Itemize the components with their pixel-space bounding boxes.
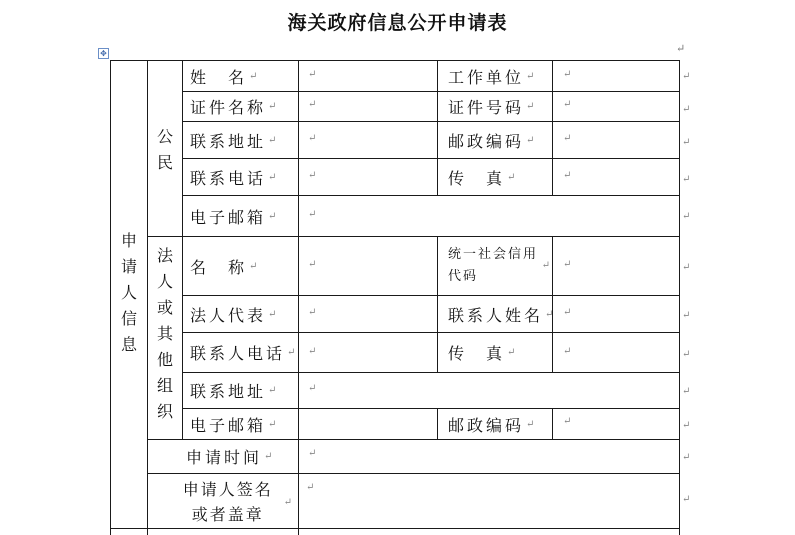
legal-contact-phone-label: 联系人电话 ↵ — [190, 344, 296, 363]
row-end-mark: ↵ — [682, 174, 691, 185]
legal-contact-phone-value[interactable]: ↵ — [308, 346, 317, 357]
paragraph-mark: ↵ — [268, 418, 277, 430]
legal-address-value[interactable]: ↵ — [308, 383, 317, 394]
citizen-email-value[interactable]: ↵ — [308, 209, 317, 220]
row-end-mark: ↵ — [682, 104, 691, 115]
legal-contact-name-label: 联系人姓名 ↵ — [448, 305, 554, 325]
citizen-email-label: 电子邮箱 ↵ — [190, 207, 277, 227]
paragraph-mark: ↵ — [268, 101, 277, 112]
citizen-label: 公民 — [156, 127, 173, 172]
citizen-id-type-value[interactable]: ↵ — [308, 99, 317, 110]
paragraph-mark: ↵ — [541, 260, 550, 271]
citizen-phone-value[interactable]: ↵ — [308, 170, 317, 181]
paragraph-mark: ↵ — [526, 101, 535, 112]
grid-line — [147, 60, 148, 535]
citizen-fax-value[interactable]: ↵ — [563, 170, 572, 181]
paragraph-mark: ↵ — [268, 308, 277, 320]
legal-fax-label: 传 真 ↵ — [448, 344, 516, 363]
grid-line — [552, 60, 553, 195]
legal-entity-label: 法人或其他组织 — [156, 246, 173, 421]
table-move-handle-icon[interactable]: ✥ — [98, 48, 109, 59]
paragraph-mark: ↵ — [268, 171, 277, 183]
citizen-phone-label: 联系电话 ↵ — [190, 168, 277, 188]
paragraph-mark: ↵ — [526, 70, 535, 82]
row-end-mark: ↵ — [682, 494, 691, 505]
legal-representative-value[interactable]: ↵ — [308, 307, 317, 318]
row-end-mark: ↵ — [682, 211, 691, 222]
paragraph-mark: ↵ — [264, 451, 273, 462]
row-end-mark: ↵ — [682, 452, 691, 463]
citizen-postcode-value[interactable]: ↵ — [563, 133, 572, 144]
citizen-fax-label: 传 真 ↵ — [448, 168, 516, 188]
row-end-mark: ↵ — [682, 137, 691, 148]
apply-signature-label: 申请人签名或者盖章 ↵ — [182, 480, 292, 524]
row-end-mark: ↵ — [682, 310, 691, 321]
citizen-name-label: 姓 名 ↵ — [190, 67, 258, 87]
legal-credit-code-label: 统一社会信用代码 ↵ — [448, 247, 550, 284]
legal-fax-value[interactable]: ↵ — [563, 346, 572, 357]
apply-time-value[interactable]: ↵ — [308, 448, 317, 459]
citizen-work-unit-label: 工作单位 ↵ — [448, 67, 535, 87]
paragraph-mark: ↵ — [676, 42, 686, 55]
paragraph-mark: ↵ — [268, 385, 277, 396]
row-end-mark: ↵ — [682, 71, 691, 82]
citizen-id-type-label: 证件名称 ↵ — [190, 98, 277, 117]
grid-line — [298, 60, 299, 535]
citizen-id-number-value[interactable]: ↵ — [563, 99, 572, 110]
apply-time-label: 申请时间 ↵ — [186, 448, 273, 467]
grid-line — [437, 237, 438, 372]
row-end-mark: ↵ — [682, 386, 691, 397]
citizen-address-value[interactable]: ↵ — [308, 133, 317, 144]
grid-line — [147, 473, 680, 474]
paragraph-mark: ↵ — [545, 308, 554, 320]
row-end-mark: ↵ — [682, 420, 691, 431]
paragraph-mark: ↵ — [287, 347, 296, 358]
citizen-name-value[interactable]: ↵ — [308, 69, 317, 80]
legal-contact-name-value[interactable]: ↵ — [563, 307, 572, 318]
paragraph-mark: ↵ — [526, 418, 535, 430]
legal-address-label: 联系地址 ↵ — [190, 382, 277, 401]
form-title: 海关政府信息公开申请表 — [287, 12, 508, 34]
legal-credit-code-value[interactable]: ↵ — [563, 259, 572, 270]
legal-postcode-value[interactable]: ↵ — [563, 416, 572, 427]
row-end-mark: ↵ — [682, 349, 691, 360]
citizen-id-number-label: 证件号码 ↵ — [448, 98, 535, 117]
grid-line — [110, 528, 680, 529]
paragraph-mark: ↵ — [507, 171, 516, 183]
grid-line — [182, 60, 183, 440]
legal-representative-label: 法人代表 ↵ — [190, 305, 277, 325]
citizen-work-unit-value[interactable]: ↵ — [563, 69, 572, 80]
grid-line — [437, 408, 438, 440]
citizen-postcode-label: 邮政编码 ↵ — [448, 131, 535, 151]
grid-line — [679, 60, 680, 535]
applicant-info-label: 申请人信息 — [120, 231, 137, 354]
legal-postcode-label: 邮政编码 ↵ — [448, 415, 535, 435]
apply-signature-value[interactable]: ↵ — [306, 482, 315, 493]
grid-line — [552, 408, 553, 440]
row-end-mark: ↵ — [682, 262, 691, 273]
legal-name-label: 名 称 ↵ — [190, 257, 258, 277]
citizen-address-label: 联系地址 ↵ — [190, 131, 277, 151]
legal-email-label: 电子邮箱 ↵ — [190, 415, 277, 435]
paragraph-mark: ↵ — [283, 496, 292, 508]
legal-name-value[interactable]: ↵ — [308, 259, 317, 270]
paragraph-mark: ↵ — [268, 134, 277, 146]
paragraph-mark: ↵ — [268, 210, 277, 222]
paragraph-mark: ↵ — [526, 134, 535, 146]
grid-line — [110, 60, 111, 535]
paragraph-mark: ↵ — [249, 260, 258, 272]
paragraph-mark: ↵ — [249, 70, 258, 82]
paragraph-mark: ↵ — [507, 347, 516, 358]
grid-line — [437, 60, 438, 195]
